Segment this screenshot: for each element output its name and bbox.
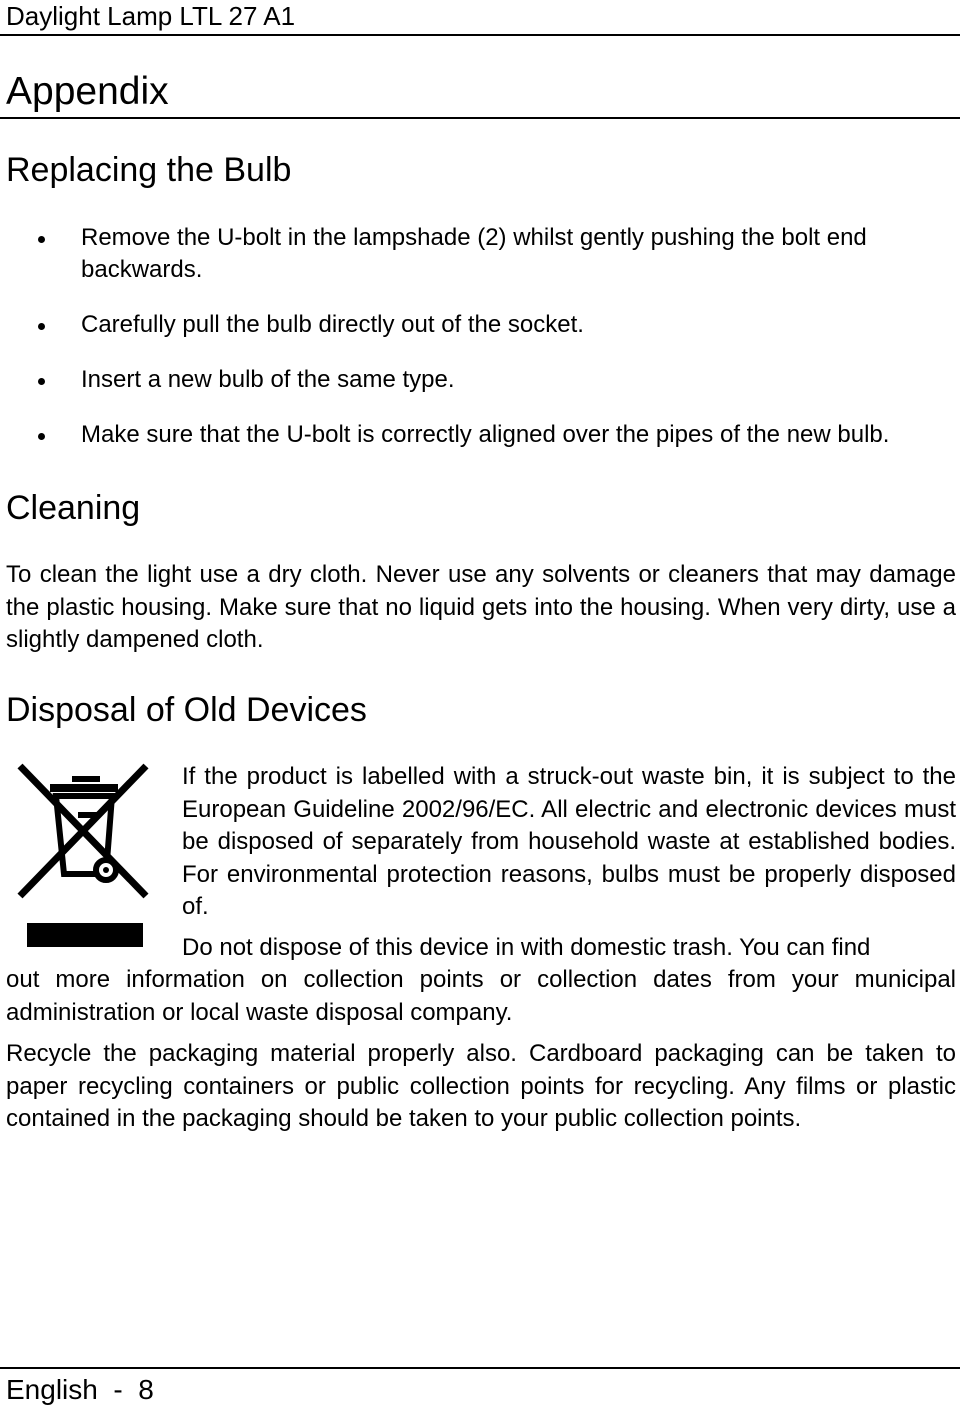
bullet-icon [38, 236, 45, 243]
replacing-bulb-heading: Replacing the Bulb [6, 151, 292, 189]
recycle-paragraph: Recycle the packaging material properly also. Cardboard packaging can be taken to paper recycling containers or public collection points for recycling. Any films or plastic contained in the packaging should be taken to your public collection points. [6, 1040, 956, 1132]
crossed-out-wheelie-bin-icon [14, 762, 154, 902]
dispose-paragraph-continuation: out more information on collection points or collection dates from your municipal administration or local waste disposal company. [6, 966, 956, 1026]
list-item [0, 419, 921, 451]
footer-rule [0, 1367, 960, 1369]
weee-bar-marker [27, 923, 143, 947]
bullet-icon [38, 378, 45, 385]
bullet-icon [38, 433, 45, 440]
header-rule [0, 34, 960, 36]
document-header-title: Daylight Lamp LTL 27 A1 [6, 1, 296, 31]
appendix-heading: Appendix [6, 70, 169, 113]
page-number: English - 8 [6, 1374, 154, 1405]
cleaning-paragraph: To clean the light use a dry cloth. Never use any solvents or cleaners that may damage the plastic housing. Make sure that no liquid gets into the housing. When very dirty, use a slightly dampened cloth. [6, 561, 956, 653]
appendix-rule [0, 117, 960, 119]
bullet-icon [38, 323, 45, 330]
list-item [0, 222, 921, 286]
cleaning-heading: Cleaning [6, 489, 141, 527]
replacing-bulb-steps [0, 222, 960, 474]
list-item-text: Remove the U-bolt in the lampshade (2) whilst gently pushing the bolt end backwards. [81, 224, 867, 283]
list-item-text: Make sure that the U-bolt is correctly aligned over the pipes of the new bulb. [81, 421, 890, 448]
disposal-heading: Disposal of Old Devices [6, 691, 367, 729]
list-item [0, 309, 921, 341]
dispose-paragraph-first-line: Do not dispose of this device in with domestic trash. You can find [182, 934, 871, 961]
list-item-text: Carefully pull the bulb directly out of the socket. [81, 311, 584, 338]
weee-paragraph: If the product is labelled with a struck-out waste bin, it is subject to the European Guideline 2002/96/EC. All electric and electronic devices must be disposed of separately from household waste at established bodies. For environmental protection reasons, bulbs must be properly disposed of. [182, 763, 956, 920]
list-item-text: Insert a new bulb of the same type. [81, 366, 455, 393]
list-item [0, 364, 921, 396]
